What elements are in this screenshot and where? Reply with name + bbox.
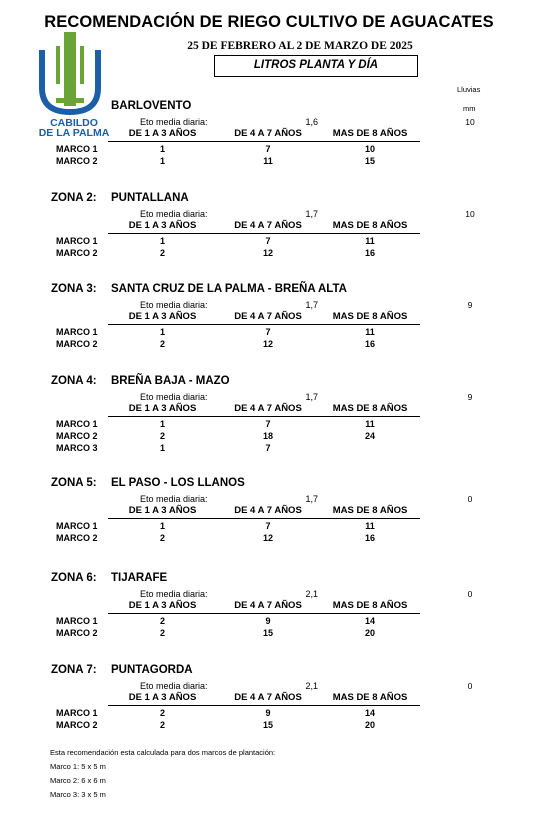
- table-cell: 1: [159, 156, 165, 166]
- header-divider: [108, 141, 420, 142]
- column-header: DE 4 A 7 AÑOS: [234, 600, 302, 611]
- column-header: DE 1 A 3 AÑOS: [128, 403, 197, 414]
- table-cell: 14: [364, 708, 375, 718]
- rain-value: 9: [467, 392, 473, 402]
- zone-name: BARLOVENTO: [111, 100, 192, 112]
- footnote-line: Marco 3: 3 x 5 m: [50, 790, 106, 799]
- column-header: MAS DE 8 AÑOS: [332, 600, 408, 611]
- column-header: MAS DE 8 AÑOS: [332, 220, 408, 231]
- table-row: [0, 616, 538, 628]
- zone-label: ZONA 2:: [51, 192, 97, 204]
- table-cell: 9: [265, 616, 271, 626]
- table-row: [0, 628, 538, 640]
- header-divider: [108, 233, 420, 234]
- table-cell: 12: [262, 533, 273, 543]
- column-header: MAS DE 8 AÑOS: [332, 128, 408, 139]
- eto-value: 1,7: [305, 209, 318, 219]
- table-row: [0, 443, 538, 455]
- unit-box: LITROS PLANTA Y DÍA: [214, 55, 418, 77]
- column-header: MAS DE 8 AÑOS: [332, 505, 408, 516]
- table-cell: 2: [159, 533, 165, 543]
- eto-value: 1,7: [305, 300, 318, 310]
- row-label: MARCO 2: [56, 156, 98, 166]
- header-divider: [108, 324, 420, 325]
- table-cell: 7: [265, 521, 271, 531]
- column-header: MAS DE 8 AÑOS: [332, 692, 408, 703]
- table-cell: 1: [159, 443, 165, 453]
- table-row: [0, 156, 538, 168]
- table-cell: 7: [265, 443, 271, 453]
- header-divider: [108, 518, 420, 519]
- row-label: MARCO 1: [56, 521, 98, 531]
- row-label: MARCO 2: [56, 339, 98, 349]
- zone-label: ZONA 4:: [51, 375, 97, 387]
- table-cell: 24: [364, 431, 375, 441]
- column-header: DE 1 A 3 AÑOS: [128, 505, 197, 516]
- column-header: DE 1 A 3 AÑOS: [128, 311, 197, 322]
- table-row: [0, 720, 538, 732]
- zone-name: EL PASO - LOS LLANOS: [111, 477, 245, 489]
- table-row: [0, 144, 538, 156]
- column-header: DE 1 A 3 AÑOS: [128, 692, 197, 703]
- zone-name: SANTA CRUZ DE LA PALMA - BREÑA ALTA: [111, 283, 347, 295]
- column-header: DE 1 A 3 AÑOS: [128, 220, 197, 231]
- table-cell: 20: [364, 720, 375, 730]
- table-cell: 10: [364, 144, 375, 154]
- table-cell: 16: [364, 248, 375, 258]
- zone-block: [0, 192, 538, 282]
- row-label: MARCO 2: [56, 628, 98, 638]
- row-label: MARCO 2: [56, 533, 98, 543]
- eto-label: Eto media diaria:: [140, 589, 208, 599]
- zone-block: [0, 100, 538, 190]
- logo-line-2: DE LA PALMA: [38, 127, 110, 139]
- table-row: [0, 236, 538, 248]
- table-cell: 1: [159, 144, 165, 154]
- table-cell: 16: [364, 339, 375, 349]
- zone-block: [0, 664, 538, 754]
- column-header: MAS DE 8 AÑOS: [332, 403, 408, 414]
- header-divider: [108, 613, 420, 614]
- table-cell: 7: [265, 327, 271, 337]
- zone-name: PUNTAGORDA: [111, 664, 193, 676]
- zone-label: ZONA 5:: [51, 477, 97, 489]
- zone-block: [0, 572, 538, 662]
- table-cell: 2: [159, 720, 165, 730]
- table-row: [0, 431, 538, 443]
- zone-name: TIJARAFE: [111, 572, 168, 584]
- table-cell: 12: [262, 339, 273, 349]
- column-header: DE 4 A 7 AÑOS: [234, 403, 302, 414]
- zone-name: BREÑA BAJA - MAZO: [111, 375, 230, 387]
- row-label: MARCO 1: [56, 327, 98, 337]
- rain-value: 0: [467, 681, 473, 691]
- table-cell: 2: [159, 616, 165, 626]
- eto-label: Eto media diaria:: [140, 681, 208, 691]
- table-cell: 1: [159, 327, 165, 337]
- column-header: DE 4 A 7 AÑOS: [234, 311, 302, 322]
- eto-value: 1,6: [305, 117, 318, 127]
- column-header: DE 4 A 7 AÑOS: [234, 505, 302, 516]
- table-row: [0, 248, 538, 260]
- table-cell: 1: [159, 419, 165, 429]
- row-label: MARCO 2: [56, 248, 98, 258]
- row-label: MARCO 1: [56, 144, 98, 154]
- row-label: MARCO 1: [56, 419, 98, 429]
- header-divider: [108, 705, 420, 706]
- table-cell: 11: [263, 156, 273, 166]
- table-cell: 9: [265, 708, 271, 718]
- rain-value: 0: [467, 494, 473, 504]
- column-header: DE 4 A 7 AÑOS: [234, 692, 302, 703]
- footnote-line: Marco 1: 5 x 5 m: [50, 762, 106, 771]
- table-cell: 15: [262, 720, 273, 730]
- column-header: DE 4 A 7 AÑOS: [234, 220, 302, 231]
- table-cell: 2: [159, 431, 165, 441]
- row-label: MARCO 1: [56, 616, 98, 626]
- table-row: [0, 339, 538, 351]
- table-cell: 16: [364, 533, 375, 543]
- column-header: DE 1 A 3 AÑOS: [128, 600, 197, 611]
- row-label: MARCO 3: [56, 443, 98, 453]
- date-range: 25 DE FEBRERO AL 2 DE MARZO DE 2025: [187, 40, 413, 52]
- table-cell: 7: [265, 419, 271, 429]
- table-cell: 7: [265, 144, 271, 154]
- table-row: [0, 419, 538, 431]
- table-cell: 1: [159, 521, 165, 531]
- eto-value: 1,7: [305, 494, 318, 504]
- logo-line-1: CABILDO: [50, 117, 98, 129]
- table-cell: 15: [262, 628, 273, 638]
- table-cell: 11: [365, 419, 375, 429]
- rain-value: 10: [465, 117, 475, 127]
- table-cell: 2: [159, 339, 165, 349]
- table-cell: 11: [365, 327, 375, 337]
- table-cell: 12: [262, 248, 273, 258]
- eto-value: 2,1: [305, 589, 318, 599]
- table-cell: 2: [159, 708, 165, 718]
- row-label: MARCO 1: [56, 236, 98, 246]
- footnote-line: Esta recomendación esta calculada para dos marcos de plantación:: [50, 748, 276, 757]
- rain-value: 9: [467, 300, 473, 310]
- zone-label: ZONA 6:: [51, 572, 97, 584]
- table-cell: 11: [365, 521, 375, 531]
- document-title: RECOMENDACIÓN DE RIEGO CULTIVO DE AGUACATES: [44, 13, 494, 31]
- zone-label: ZONA 3:: [51, 283, 97, 295]
- row-label: MARCO 2: [56, 720, 98, 730]
- zone-block: [0, 283, 538, 373]
- zone-block: [0, 375, 538, 465]
- eto-label: Eto media diaria:: [140, 494, 208, 504]
- column-header: DE 1 A 3 AÑOS: [128, 128, 197, 139]
- eto-label: Eto media diaria:: [140, 300, 208, 310]
- row-label: MARCO 1: [56, 708, 98, 718]
- zone-name: PUNTALLANA: [111, 192, 189, 204]
- eto-label: Eto media diaria:: [140, 392, 208, 402]
- header-divider: [108, 416, 420, 417]
- table-row: [0, 327, 538, 339]
- eto-value: 1,7: [305, 392, 318, 402]
- zone-block: [0, 477, 538, 567]
- column-header: DE 4 A 7 AÑOS: [234, 128, 302, 139]
- eto-label: Eto media diaria:: [140, 209, 208, 219]
- table-cell: 1: [159, 236, 165, 246]
- zone-label: ZONA 7:: [51, 664, 97, 676]
- eto-value: 2,1: [305, 681, 318, 691]
- table-cell: 20: [364, 628, 375, 638]
- table-cell: 11: [365, 236, 375, 246]
- table-row: [0, 708, 538, 720]
- table-row: [0, 533, 538, 545]
- eto-label: Eto media diaria:: [140, 117, 208, 127]
- table-row: [0, 521, 538, 533]
- column-header: MAS DE 8 AÑOS: [332, 311, 408, 322]
- table-cell: 2: [159, 248, 165, 258]
- rain-header-label: Lluvias: [457, 85, 481, 94]
- table-cell: 7: [265, 236, 271, 246]
- rain-value: 10: [465, 209, 475, 219]
- footnote-line: Marco 2: 6 x 6 m: [50, 776, 106, 785]
- table-cell: 15: [364, 156, 375, 166]
- row-label: MARCO 2: [56, 431, 98, 441]
- table-cell: 2: [159, 628, 165, 638]
- rain-value: 0: [467, 589, 473, 599]
- table-cell: 14: [364, 616, 375, 626]
- rain-header-unit: mm: [463, 104, 476, 113]
- table-cell: 18: [262, 431, 273, 441]
